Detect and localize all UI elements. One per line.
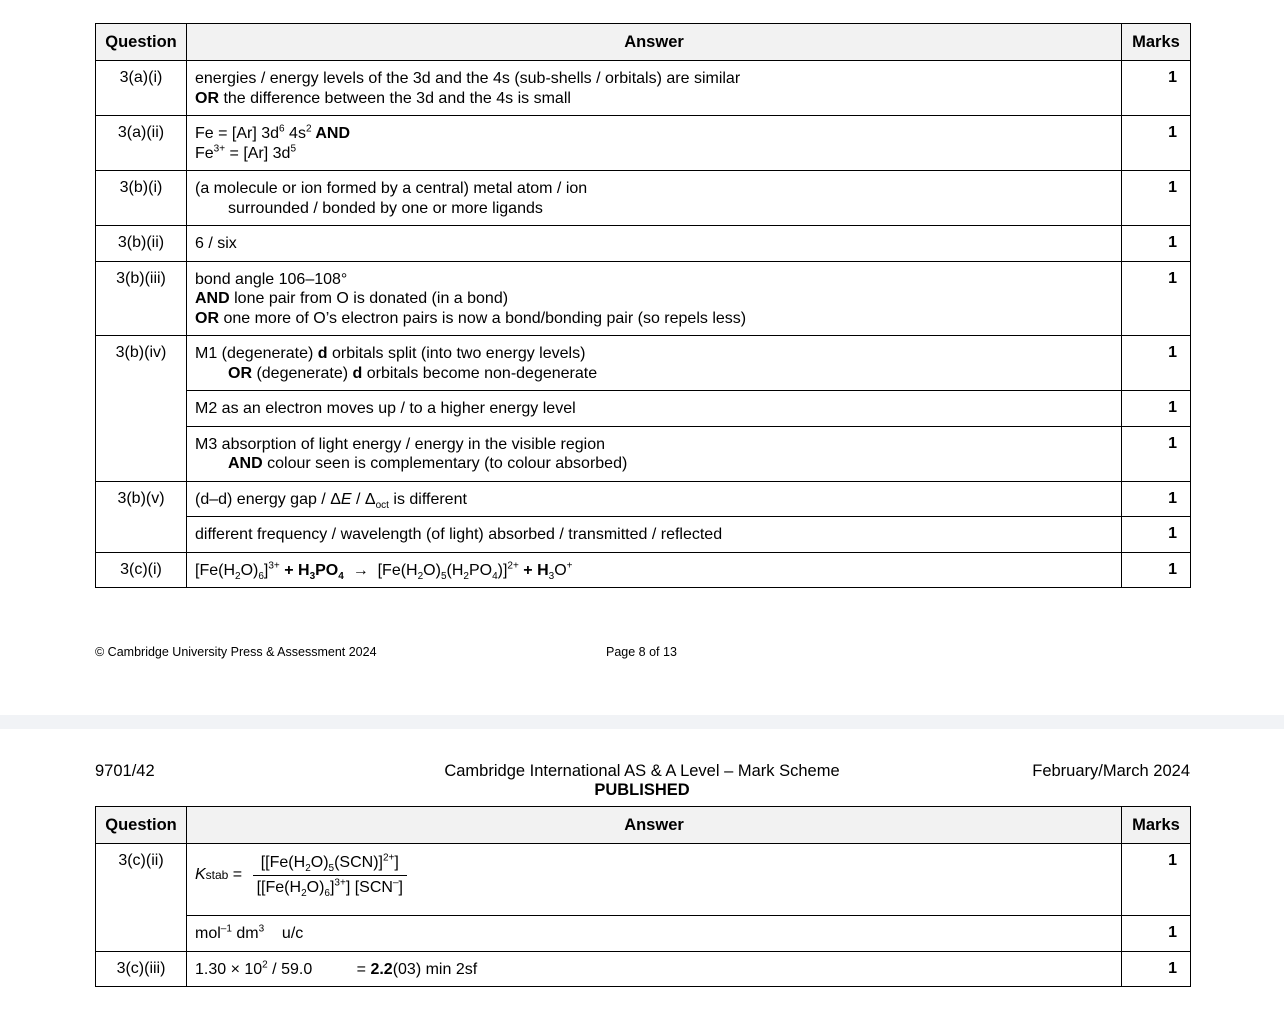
table-row [96, 426, 1191, 481]
syllabus-code: 9701/42 [95, 762, 155, 780]
header-question: Question [96, 24, 187, 61]
text-fragment: orbitals split (into two energy levels) [327, 345, 586, 362]
table-row [96, 844, 1191, 916]
text-fragment: O [554, 561, 567, 579]
answer-cell [187, 336, 1122, 391]
answer-units [187, 916, 1122, 952]
text-fragment: 3 [548, 570, 555, 582]
text-fragment: M3 absorption of light energy / energy in the visible region [195, 435, 606, 453]
kstab-k: K [195, 865, 206, 883]
marks-value: 1 [1122, 517, 1191, 553]
text-fragment: PO [315, 561, 339, 579]
text-fragment: → [Fe(H [343, 561, 418, 579]
text-fragment: 2 [417, 570, 424, 582]
text-fragment: PO [468, 561, 493, 579]
kstab-fraction [253, 853, 407, 897]
answer-line [195, 364, 1113, 384]
footer-page-number: Page 8 of 13 [606, 645, 677, 659]
text-fragment: oct [375, 499, 389, 511]
question-number: 3(a)(i) [96, 61, 187, 116]
text-fragment: Fe [195, 144, 214, 162]
answer-line [195, 454, 1113, 474]
table-row [96, 552, 1191, 588]
text-fragment: one more of O’s electron pairs is now a bond/bonding pair (so repels less) [219, 309, 747, 327]
table-row [96, 171, 1191, 226]
text-fragment: energies / energy levels of the 3d and the 4s (sub-shells / orbitals) are similar [195, 70, 741, 87]
text-fragment: O) [240, 561, 259, 579]
marks-value: 1 [1122, 391, 1191, 427]
answer-cell [187, 171, 1122, 226]
answer-line [195, 344, 1113, 364]
text-fragment: orbitals become non-degenerate [362, 364, 598, 382]
text-fragment: the difference between the 3d and the 4s is small [219, 89, 571, 107]
text-fragment: 6 / six [195, 235, 237, 252]
text-fragment: M2 as an electron moves up / to a higher energy level [195, 400, 576, 417]
answer-line [195, 124, 1113, 144]
answer-line [195, 179, 1113, 199]
text-fragment: 3 [309, 570, 316, 582]
answer-line [195, 289, 1113, 309]
text-fragment: 2 [235, 570, 241, 582]
answer-line [195, 199, 1113, 219]
kstab-denominator: $[[Fe(H_2O)_6]^{3+}]$ [SCN–] [256, 877, 403, 899]
answer-line [195, 144, 1113, 164]
answer-cell [187, 426, 1122, 481]
marks-value: 1 [1122, 261, 1191, 336]
text-fragment: (a molecule or ion formed by a central) metal atom / ion [195, 180, 588, 197]
text-fragment: mol [195, 925, 221, 942]
table-row [96, 261, 1191, 336]
marks-value: 1 [1122, 552, 1191, 588]
text-fragment: OR [195, 309, 219, 327]
equals-sign: = [228, 865, 243, 883]
header-question: Question [96, 807, 187, 844]
marks-value: 1 [1122, 426, 1191, 481]
table-row [96, 916, 1191, 952]
text-fragment: 5 [440, 570, 447, 582]
table-row [96, 951, 1191, 987]
marks-value: 1 [1122, 61, 1191, 116]
text-fragment: lone pair from O is donated (in a bond) [229, 290, 509, 307]
mark-scheme-table-page-8 [95, 23, 1191, 588]
text-fragment: (H [446, 561, 464, 579]
text-fragment: 2 [305, 123, 312, 135]
header-marks: Marks [1122, 24, 1191, 61]
table-row [96, 226, 1191, 262]
text-fragment: (degenerate) [252, 364, 353, 382]
marks-value: 1 [1122, 116, 1191, 171]
text-fragment: / 59.0 = [267, 960, 371, 978]
answer-line [195, 490, 1113, 510]
answer-cell [187, 552, 1122, 588]
answer-line [195, 399, 1113, 419]
kstab-expression [187, 844, 1122, 916]
answer-cell [187, 226, 1122, 262]
text-fragment: ] [263, 561, 269, 579]
answer-cell [187, 61, 1122, 116]
table-row [96, 391, 1191, 427]
header-answer: Answer [187, 807, 1122, 844]
text-fragment: surrounded / bonded by one or more ligands [228, 199, 543, 217]
text-fragment: AND [195, 290, 230, 307]
text-fragment: (d–d) energy gap / Δ [195, 490, 341, 508]
question-number: 3(b)(v) [96, 481, 187, 552]
text-fragment: different frequency / wavelength (of light) absorbed / transmitted / reflected [195, 526, 723, 543]
text-fragment: + [566, 560, 573, 572]
question-number: 3(c)(iii) [96, 951, 187, 987]
table-row [96, 61, 1191, 116]
table-row [96, 336, 1191, 391]
kstab-numerator: $[[Fe(H_2O)_5(SCN)]^{2+}]$ [253, 853, 407, 876]
exam-session: February/March 2024 [1032, 762, 1190, 780]
text-fragment: 2 [262, 959, 268, 971]
text-fragment: AND [228, 455, 263, 472]
footer-copyright: © Cambridge University Press & Assessment 2024 [95, 645, 377, 659]
marks-value: 1 [1122, 171, 1191, 226]
question-number: 3(b)(i) [96, 171, 187, 226]
text-fragment: –1 [220, 923, 232, 935]
text-fragment: 2 [463, 570, 469, 582]
text-fragment: bond angle 106–108° [195, 270, 348, 288]
mark-scheme-table-page-9 [95, 806, 1191, 987]
text-fragment: )] [497, 561, 508, 579]
document-status: PUBLISHED [594, 781, 690, 799]
answer-cell [187, 517, 1122, 553]
text-fragment: 4 [338, 570, 344, 582]
document-title: Cambridge International AS & A Level – Mark Scheme [444, 762, 840, 780]
answer-line [195, 309, 1113, 329]
text-fragment: 3 [258, 923, 265, 935]
text-fragment: [Fe(H [195, 561, 235, 579]
answer-line [195, 270, 1113, 290]
text-fragment: 6 [279, 123, 285, 135]
text-fragment: dm [231, 925, 259, 942]
answer-cell [187, 481, 1122, 517]
question-number: 3(a)(ii) [96, 116, 187, 171]
question-number: 3(b)(iii) [96, 261, 187, 336]
answer-line [195, 435, 1113, 455]
answer-cell [187, 951, 1122, 987]
text-fragment: d [352, 364, 363, 382]
header-answer: Answer [187, 24, 1122, 61]
marks-value: 1 [1122, 844, 1191, 916]
answer-line [195, 561, 1113, 581]
answer-line [195, 69, 1113, 89]
text-fragment: + H [518, 561, 549, 579]
text-fragment: O) [423, 561, 441, 579]
answer-line [195, 960, 1113, 980]
table-row [96, 116, 1191, 171]
answer-line [195, 525, 1113, 545]
text-fragment: u/c [264, 925, 304, 942]
kstab-sub: stab [205, 867, 229, 882]
text-fragment: 2+ [507, 560, 519, 572]
text-fragment: 4s [284, 125, 306, 142]
text-fragment: 3+ [213, 143, 226, 155]
table-row [96, 481, 1191, 517]
text-fragment: colour seen is complementary (to colour absorbed) [262, 455, 628, 472]
marks-value: 1 [1122, 916, 1191, 952]
page-separator [0, 715, 1284, 729]
marks-value: 1 [1122, 226, 1191, 262]
text-fragment: 1.30 × 10 [195, 960, 263, 978]
answer-line [195, 234, 1113, 254]
question-number: 3(b)(ii) [96, 226, 187, 262]
question-number: 3(c)(i) [96, 552, 187, 588]
text-fragment: OR [228, 364, 252, 382]
text-fragment: + H [279, 561, 310, 579]
text-fragment: (03) min 2sf [392, 960, 478, 978]
text-fragment: / Δ [351, 490, 376, 508]
text-fragment: AND [311, 125, 351, 142]
question-number: 3(b)(iv) [96, 336, 187, 482]
marks-value: 1 [1122, 951, 1191, 987]
text-fragment: 2.2 [370, 960, 393, 978]
text-fragment: E [340, 490, 352, 508]
answer-cell [187, 391, 1122, 427]
text-fragment: 6 [258, 570, 264, 582]
answer-cell [187, 116, 1122, 171]
text-fragment: 3+ [268, 560, 280, 572]
marks-value: 1 [1122, 481, 1191, 517]
text-fragment: 5 [290, 143, 297, 155]
question-number: 3(c)(ii) [96, 844, 187, 952]
text-fragment: M1 (degenerate) [195, 345, 318, 362]
answer-cell [187, 261, 1122, 336]
text-fragment: 4 [492, 570, 498, 582]
table-row [96, 517, 1191, 553]
text-fragment: OR [195, 89, 219, 107]
marks-value: 1 [1122, 336, 1191, 391]
text-fragment: = [Ar] 3d [225, 144, 291, 162]
text-fragment: d [317, 345, 328, 362]
header-marks: Marks [1122, 807, 1191, 844]
answer-line [195, 89, 1113, 109]
text-fragment: Fe = [Ar] 3d [195, 125, 280, 142]
text-fragment: is different [388, 490, 467, 508]
